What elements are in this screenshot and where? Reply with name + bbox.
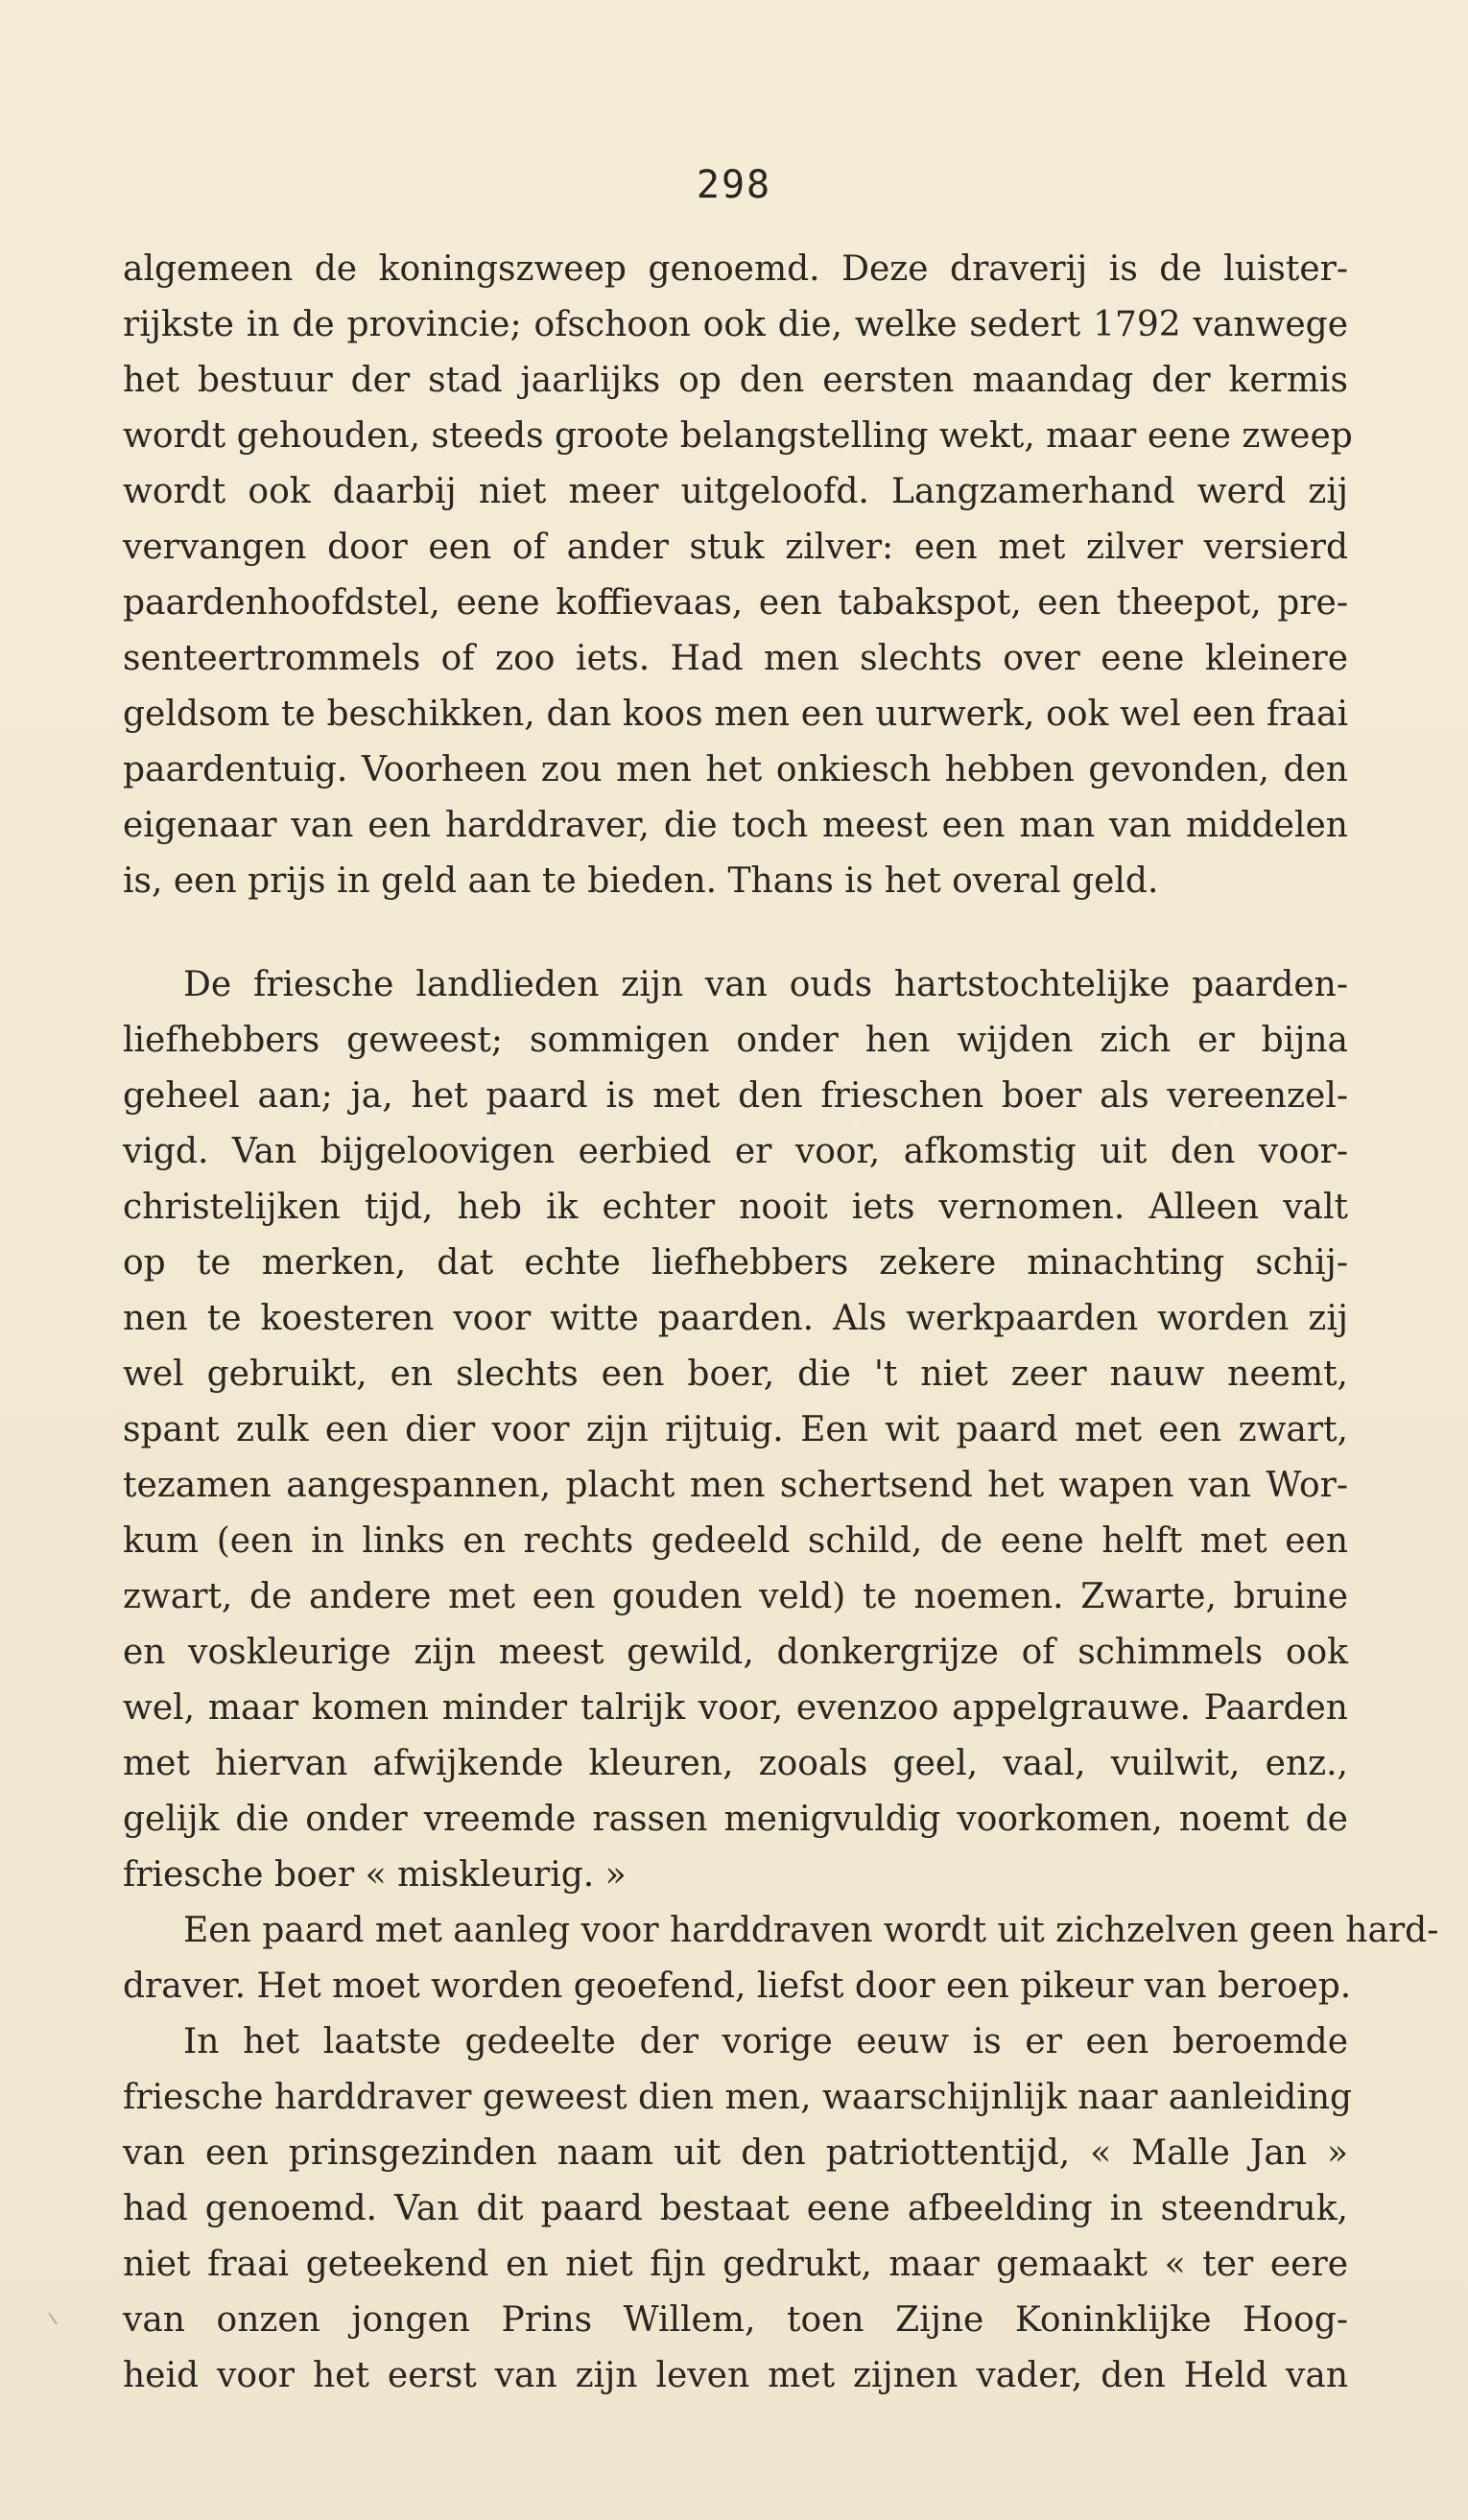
text-line: en voskleurige zijn meest gewild, donkergrijze of schimmels ook — [123, 1633, 1348, 1672]
text-line: wel gebruikt, en slechts een boer, die 't niet zeer nauw neemt, — [123, 1354, 1348, 1394]
paragraph-3 — [123, 1903, 1439, 2014]
text-line: vervangen door een of ander stuk zilver: een met zilver versierd — [123, 528, 1348, 567]
text-line: christelijken tijd, heb ik echter nooit iets vernomen. Alleen valt — [123, 1188, 1348, 1227]
text-line: had genoemd. Van dit paard bestaat eene afbeelding in steendruk, — [123, 2189, 1348, 2228]
paragraph-gap — [123, 909, 1348, 957]
text-line: op te merken, dat echte liefhebbers zekere minachting schij- — [123, 1243, 1348, 1283]
text-line: tezamen aangespannen, placht men schertsend het wapen van Wor- — [123, 1466, 1348, 1505]
text-line: niet fraai geteekend en niet fijn gedrukt, maar gemaakt « ter eere — [123, 2245, 1348, 2284]
text-line: van onzen jongen Prins Willem, toen Zijne Koninklijke Hoog- — [123, 2300, 1348, 2340]
text-line: van een prinsgezinden naam uit den patriottentijd, « Malle Jan » — [123, 2133, 1348, 2173]
text-line: eigenaar van een harddraver, die toch meest een man van middelen — [123, 806, 1348, 845]
text-line: rijkste in de provincie; ofschoon ook die, welke sedert 1792 vanwege — [123, 305, 1348, 344]
text-line: gelijk die onder vreemde rassen menigvuldig voorkomen, noemt de — [123, 1800, 1348, 1839]
text-line: senteertrommels of zoo iets. Had men slechts over eene kleinere — [123, 639, 1348, 678]
text-line: In het laatste gedeelte der vorige eeuw is er een beroemde — [183, 2022, 1348, 2061]
text-line: friesche boer « miskleurig. » — [123, 1855, 627, 1895]
text-line: algemeen de koningszweep genoemd. Deze draverij is de luister- — [123, 249, 1348, 289]
body-text — [123, 242, 1439, 2404]
text-line: draver. Het moet worden geoefend, liefst door een pikeur van beroep. — [123, 1967, 1352, 2006]
text-line: wordt gehouden, steeds groote belangstelling wekt, maar eene zweep — [123, 416, 1353, 456]
page-number: 298 — [696, 163, 772, 207]
text-line: vigd. Van bijgeloovigen eerbied er voor, afkomstig uit den voor- — [123, 1132, 1348, 1171]
text-line: geheel aan; ja, het paard is met den frieschen boer als vereenzel- — [123, 1076, 1348, 1116]
text-line: zwart, de andere met een gouden veld) te noemen. Zwarte, bruine — [123, 1577, 1348, 1616]
text-line: paardentuig. Voorheen zou men het onkiesch hebben gevonden, den — [123, 750, 1348, 789]
text-line: is, een prijs in geld aan te bieden. Thans is het overal geld. — [123, 861, 1159, 901]
text-line: geldsom te beschikken, dan koos men een uurwerk, ook wel een fraai — [123, 695, 1348, 734]
text-line: paardenhoofdstel, eene koffievaas, een tabakspot, een theepot, pre- — [123, 583, 1348, 623]
text-line: kum (een in links en rechts gedeeld schild, de eene helft met een — [123, 1521, 1348, 1561]
paper-mark — [48, 2313, 58, 2325]
text-line: liefhebbers geweest; sommigen onder hen wijden zich er bijna — [123, 1021, 1348, 1060]
text-line: wel, maar komen minder talrijk voor, evenzoo appelgrauwe. Paarden — [123, 1688, 1348, 1728]
paragraph-1 — [123, 242, 1353, 909]
text-line: heid voor het eerst van zijn leven met zijnen vader, den Held van — [123, 2356, 1348, 2395]
text-line: nen te koesteren voor witte paarden. Als werkpaarden worden zij — [123, 1299, 1348, 1338]
text-line: Een paard met aanleg voor harddraven wordt uit zichzelven geen hard- — [183, 1911, 1439, 1950]
text-line: friesche harddraver geweest dien men, waarschijnlijk naar aanleiding — [123, 2078, 1353, 2117]
text-line: het bestuur der stad jaarlijks op den eersten maandag der kermis — [123, 361, 1348, 400]
text-line: wordt ook daarbij niet meer uitgeloofd. Langzamerhand werd zij — [123, 472, 1348, 511]
text-line: met hiervan afwijkende kleuren, zooals geel, vaal, vuilwit, enz., — [123, 1744, 1348, 1783]
paragraph-4 — [123, 2014, 1353, 2404]
text-line: spant zulk een dier voor zijn rijtuig. Een wit paard met een zwart, — [123, 1410, 1348, 1449]
paragraph-2 — [123, 957, 1348, 1903]
text-line: De friesche landlieden zijn van ouds hartstochtelijke paarden- — [183, 965, 1348, 1004]
